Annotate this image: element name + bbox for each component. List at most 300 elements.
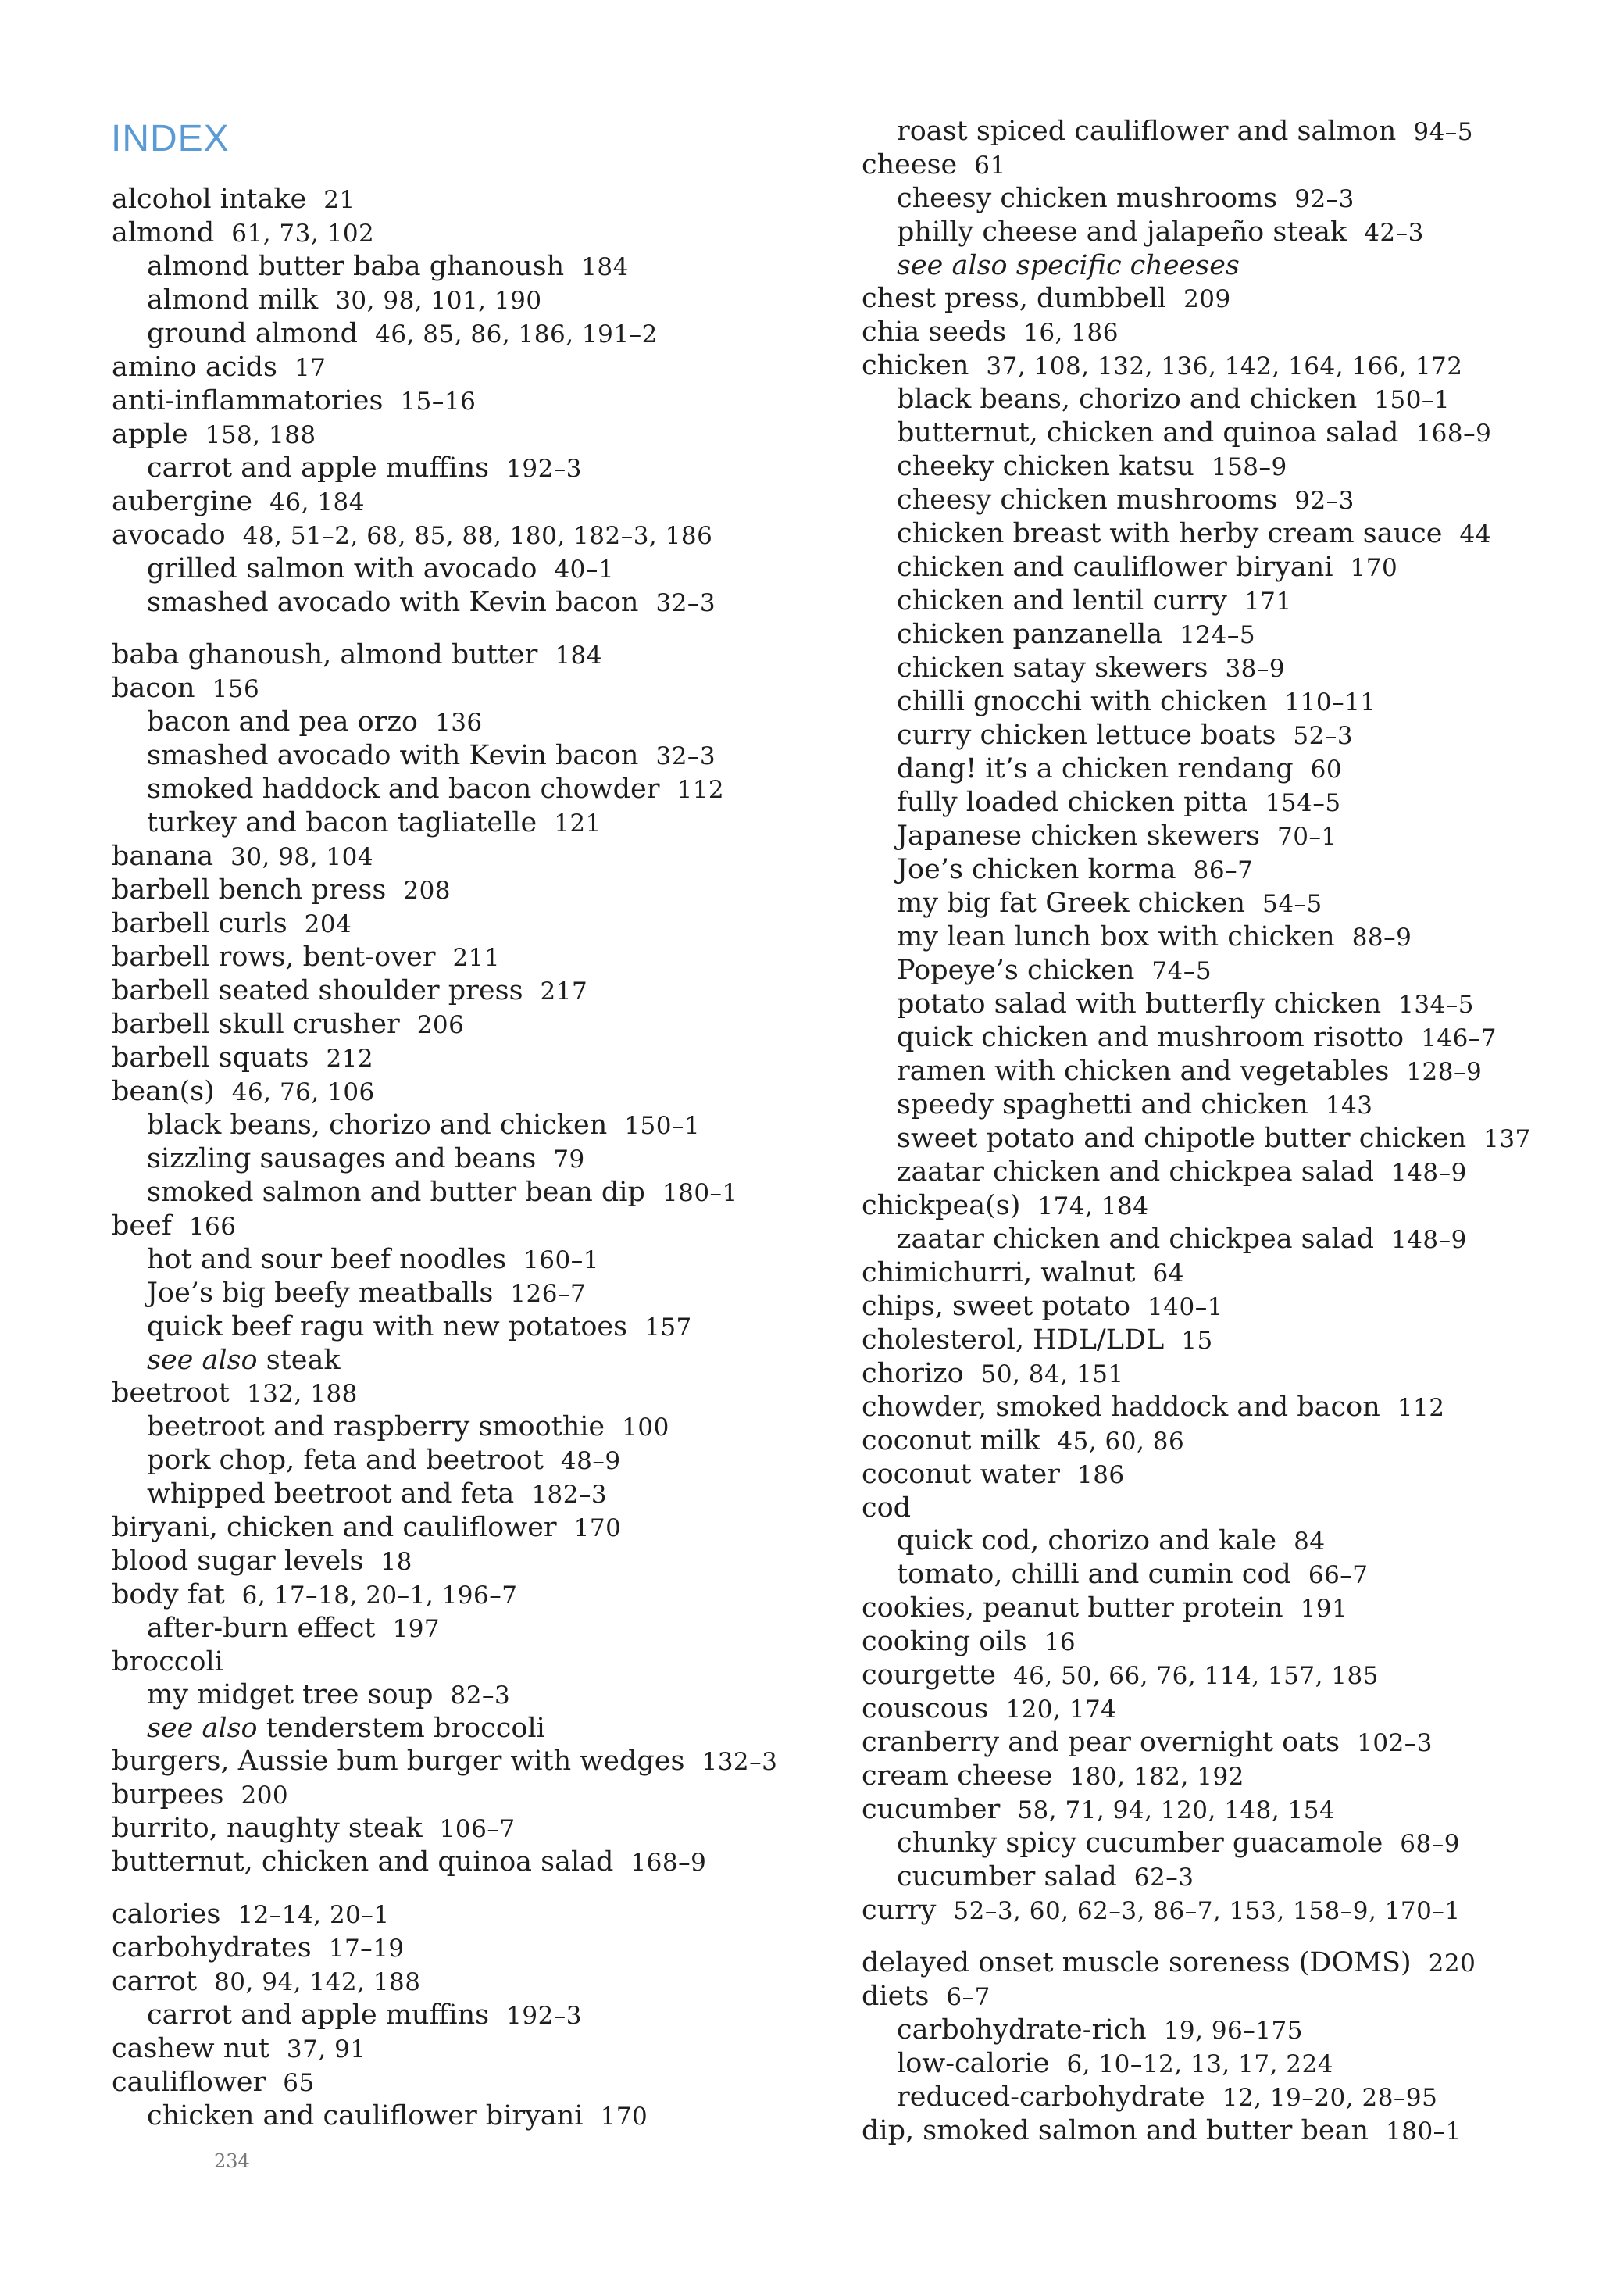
entry-pages: 197 [392,1615,441,1643]
entry-term: apple [112,419,188,450]
entry-term: cheeky chicken katsu [897,451,1194,482]
entry-pages: 171 [1244,588,1292,616]
entry-term: beetroot and raspberry smoothie [147,1411,605,1442]
entry-pages: 208 [403,877,452,905]
index-subentry [112,1444,815,1478]
entry-pages: 79 [553,1145,585,1174]
index-subentry [862,2014,1565,2047]
entry-term: coconut milk [862,1425,1040,1456]
entry-pages: 212 [326,1045,374,1073]
index-subentry [862,719,1565,752]
index-subentry [862,954,1565,988]
entry-pages: 65 [283,2069,315,2097]
entry-pages: 191 [1300,1595,1348,1623]
entry-term: smashed avocado with Kevin bacon [147,587,639,618]
entry-term: bean(s) [112,1076,215,1107]
index-subentry [862,1122,1565,1156]
entry-term: potato salad with butterfly chicken [897,988,1382,1020]
entry-pages: 54–5 [1262,890,1322,918]
entry-term: bacon [112,673,195,704]
entry-term: almond butter baba ghanoush [147,251,565,282]
entry-pages: 58, 71, 94, 120, 148, 154 [1017,1796,1336,1824]
entry-term: sizzling sausages and beans [147,1143,537,1174]
entry-term: my midget tree soup [147,1679,434,1710]
entry-pages: 21 [323,186,355,214]
entry-pages: 220 [1428,1949,1476,1978]
entry-pages: 52–3 [1293,722,1354,750]
index-entry [112,519,815,552]
entry-pages: 86–7 [1193,856,1254,884]
entry-term: chicken and cauliflower biryani [147,2100,584,2131]
index-entry [112,1042,815,1075]
entry-term: anti-inflammatories [112,385,384,416]
index-entry [862,1324,1565,1357]
entry-term: chilli gnocchi with chicken [897,686,1268,717]
index-entry [112,384,815,418]
index-subentry [862,1088,1565,1122]
index-entry [862,1659,1565,1692]
index-subentry [112,1478,815,1511]
index-entry [862,1357,1565,1391]
entry-term: chips, sweet potato [862,1291,1131,1322]
index-entry [112,1210,815,1243]
index-subentry [862,820,1565,853]
index-subentry [862,383,1565,416]
index-entry [862,1492,1565,1524]
entry-pages: 40–1 [554,556,615,584]
entry-pages: 30, 98, 101, 190 [335,287,542,315]
index-entry [112,1965,815,1999]
index-subentry [862,115,1565,148]
entry-pages: 112 [676,776,725,804]
index-entry [112,1377,815,1410]
entry-term: smoked salmon and butter bean dip [147,1177,645,1208]
index-entry [862,1592,1565,1625]
entry-pages: 170 [1350,554,1398,582]
entry-term: Japanese chicken skewers [897,820,1260,852]
entry-pages: 134–5 [1398,991,1475,1019]
index-entry [862,148,1565,182]
entry-term: chest press, dumbbell [862,283,1167,314]
entry-pages: 170 [573,1514,622,1542]
index-subentry [112,284,815,317]
entry-term: burgers, Aussie bum burger with wedges [112,1746,685,1777]
index-subentry [112,1344,815,1377]
index-subentry [862,988,1565,1021]
entry-term: cucumber salad [897,1861,1117,1892]
entry-term: carrot and apple muffins [147,452,490,484]
entry-term: fully loaded chicken pitta [897,787,1248,818]
entry-term: courgette [862,1660,996,1691]
entry-pages: 62–3 [1133,1863,1194,1892]
index-column-right [862,115,1565,2148]
entry-term: chickpea(s) [862,1190,1021,1221]
index-subentry [862,450,1565,484]
entry-pages: 217 [540,977,588,1006]
entry-term: delayed onset muscle soreness (DOMS) [862,1947,1412,1978]
entry-pages: 32–3 [655,589,716,617]
index-entry [862,282,1565,316]
entry-pages: 158, 188 [205,421,316,449]
entry-pages: 6–7 [946,1983,990,2011]
entry-term: chia seeds [862,316,1007,348]
index-entry [862,316,1565,349]
entry-pages: 166 [188,1213,237,1241]
index-subentry [862,2047,1565,2081]
entry-term: smoked haddock and bacon chowder [147,774,660,805]
index-entry [862,1726,1565,1760]
index-entry [862,1256,1565,1290]
index-entry [862,349,1565,383]
entry-term: butternut, chicken and quinoa salad [897,417,1399,448]
entry-pages: 204 [304,910,352,938]
entry-term: black beans, chorizo and chicken [897,384,1358,415]
entry-pages: 148–9 [1390,1226,1467,1254]
entry-term: barbell seated shoulder press [112,975,523,1006]
entry-pages: 206 [416,1011,465,1039]
entry-term: chicken panzanella [897,619,1163,650]
index-entry [112,418,815,452]
entry-term: black beans, chorizo and chicken [147,1109,608,1141]
index-entry [112,941,815,974]
index-entry [112,1511,815,1545]
index-subentry [862,920,1565,954]
see-also-label: see also [147,1713,258,1744]
entry-term: cooking oils [862,1626,1027,1657]
entry-term: avocado [112,520,226,551]
entry-term: turkey and bacon tagliatelle [147,807,537,838]
index-subentry [862,685,1565,719]
entry-term: butternut, chicken and quinoa salad [112,1846,614,1878]
index-entry [112,1008,815,1042]
page-title: INDEX [111,118,230,159]
index-subentry [112,1712,815,1745]
entry-term: curry [862,1895,937,1926]
entry-pages: 12, 19–20, 28–95 [1222,2084,1438,2112]
entry-term: cheese [862,149,958,180]
entry-term: dip, smoked salmon and butter bean [862,2115,1369,2146]
entry-term: after-burn effect [147,1613,376,1644]
entry-term: banana [112,841,214,872]
entry-term: carbohydrates [112,1932,312,1963]
index-entry [112,1778,815,1812]
index-entry [112,1545,815,1578]
entry-term: grilled salmon with avocado [147,553,537,584]
index-subentry [112,1999,815,2032]
entry-term: zaatar chicken and chickpea salad [897,1224,1374,1255]
entry-pages: 37, 91 [286,2035,366,2064]
entry-term: barbell curls [112,908,287,939]
index-subentry [112,452,815,485]
index-subentry [862,1558,1565,1592]
entry-pages: 146–7 [1421,1024,1497,1052]
entry-pages: 143 [1325,1092,1373,1120]
index-subentry [862,584,1565,618]
entry-term: almond [112,217,215,248]
entry-pages: 168–9 [630,1849,707,1877]
entry-pages: 45, 60, 86 [1057,1428,1185,1456]
index-entry [862,1894,1565,1928]
entry-term: chunky spicy cucumber guacamole [897,1828,1383,1859]
entry-pages: 211 [452,944,501,972]
index-entry [862,1290,1565,1324]
entry-pages: 42–3 [1364,219,1424,247]
index-subentry [112,250,815,284]
entry-term: barbell rows, bent-over [112,942,436,973]
entry-pages: 124–5 [1180,621,1256,649]
index-subentry [112,773,815,806]
index-entry [112,351,815,384]
index-subentry [112,1243,815,1277]
index-subentry [112,317,815,351]
entry-pages: 106–7 [439,1815,516,1843]
index-subentry [862,551,1565,584]
entry-term: quick cod, chorizo and kale [897,1525,1277,1556]
entry-pages: 50, 84, 151 [980,1360,1124,1388]
entry-pages: 180–1 [662,1179,738,1207]
entry-term: chimichurri, walnut [862,1257,1136,1288]
index-entry [112,1812,815,1846]
entry-pages: 121 [554,809,601,838]
entry-term: quick beef ragu with new potatoes [147,1311,628,1342]
see-also-label: see also specific cheeses [897,250,1240,281]
entry-term: whipped beetroot and feta [147,1478,515,1510]
entry-term: baba ghanoush, almond butter [112,639,538,670]
entry-pages: 12–14, 20–1 [237,1901,390,1929]
index-entry [112,1898,815,1931]
index-subentry [862,249,1565,282]
entry-pages: 61 [974,152,1006,180]
entry-term: bacon and pea orzo [147,706,418,738]
index-subentry [112,2099,815,2133]
entry-pages: 74–5 [1151,957,1212,985]
entry-pages: 184 [581,253,629,281]
entry-term: chicken satay skewers [897,652,1208,684]
index-subentry [112,586,815,620]
index-subentry [862,786,1565,820]
index-entry [112,1745,815,1778]
index-entry [862,1946,1565,1980]
index-subentry [862,1524,1565,1558]
entry-pages: 66–7 [1308,1561,1369,1589]
entry-pages: 192–3 [506,2002,583,2030]
entry-term: coconut water [862,1459,1060,1490]
entry-term: cheesy chicken mushrooms [897,183,1278,214]
entry-pages: 80, 94, 142, 188 [214,1968,421,1996]
entry-pages: 19, 96–175 [1163,2017,1303,2045]
index-entry [112,1931,815,1965]
entry-pages: 112 [1397,1394,1445,1422]
entry-term: quick chicken and mushroom risotto [897,1022,1404,1053]
entry-pages: 170 [600,2103,648,2131]
entry-pages: 70–1 [1277,823,1337,851]
index-entry [862,1189,1565,1223]
entry-term: pork chop, feta and beetroot [147,1445,544,1476]
index-entry [862,1424,1565,1458]
index-subentry [112,1109,815,1142]
entry-term: cranberry and pear overnight oats [862,1727,1340,1758]
index-subentry [862,216,1565,249]
entry-pages: 32–3 [655,742,716,770]
entry-pages: 64 [1152,1260,1184,1288]
index-entry [112,874,815,907]
entry-pages: 136 [434,709,483,737]
entry-pages: 92–3 [1294,185,1355,213]
index-entry [112,1846,815,1879]
entry-term: cod [862,1492,912,1524]
entry-term: carrot and apple muffins [147,1999,490,2031]
index-subentry [862,517,1565,551]
entry-term: ramen with chicken and vegetables [897,1056,1390,1087]
entry-pages: 46, 76, 106 [231,1078,375,1106]
entry-term: Joe’s chicken korma [897,854,1176,885]
entry-pages: 128–9 [1406,1058,1483,1086]
entry-pages: 180–1 [1386,2117,1462,2146]
entry-pages: 186 [1076,1461,1125,1489]
entry-pages: 150–1 [624,1112,701,1140]
entry-term: chicken and lentil curry [897,585,1227,616]
index-column-left [112,183,815,2133]
entry-pages: 38–9 [1225,655,1286,683]
entry-pages: 184 [555,641,602,670]
index-entry [112,485,815,519]
entry-term: cookies, peanut butter protein [862,1592,1283,1624]
entry-pages: 157 [644,1313,692,1342]
index-subentry [862,182,1565,216]
entry-term: couscous [862,1693,989,1724]
entry-term: low-calorie [897,2048,1050,2079]
entry-pages: 192–3 [506,455,583,483]
see-also-label: see also [147,1345,258,1376]
entry-term: philly cheese and jalapeño steak [897,216,1347,248]
entry-term: carrot [112,1966,198,1997]
index-entry [112,974,815,1008]
index-subentry [862,652,1565,685]
entry-term: roast spiced cauliflower and salmon [897,116,1397,147]
entry-term: sweet potato and chipotle butter chicken [897,1123,1467,1154]
entry-pages: 174, 184 [1037,1192,1149,1220]
entry-term: chicken and cauliflower biryani [897,552,1333,583]
index-subentry [862,2081,1565,2114]
entry-pages: 46, 85, 86, 186, 191–2 [375,320,658,348]
entry-term: beef [112,1210,172,1242]
entry-pages: 137 [1483,1125,1531,1153]
entry-term: barbell skull crusher [112,1009,400,1040]
entry-term: hot and sour beef noodles [147,1244,507,1275]
entry-pages: 148–9 [1390,1159,1467,1187]
entry-pages: 100 [622,1413,669,1442]
entry-pages: 16, 186 [1023,319,1119,347]
entry-term: calories [112,1899,221,1930]
index-subentry [112,739,815,773]
entry-term: burpees [112,1779,224,1810]
index-subentry [862,618,1565,652]
entry-pages: 140–1 [1148,1293,1223,1321]
index-entry [112,183,815,216]
index-subentry [112,1277,815,1310]
entry-term: aubergine [112,486,253,517]
entry-term: cashew nut [112,2033,269,2064]
entry-term: steak [266,1345,341,1376]
entry-term: tenderstem broccoli [266,1713,545,1744]
entry-pages: 17–19 [328,1935,405,1963]
entry-pages: 37, 108, 132, 136, 142, 164, 166, 172 [986,352,1463,381]
index-subentry [112,1310,815,1344]
entry-term: barbell squats [112,1042,309,1074]
index-entry [862,1980,1565,2014]
index-entry [112,672,815,706]
entry-pages: 160–1 [523,1246,599,1274]
entry-pages: 52–3, 60, 62–3, 86–7, 153, 158–9, 170–1 [953,1897,1461,1925]
index-entry [112,1645,815,1678]
entry-term: chorizo [862,1358,964,1389]
entry-term: broccoli [112,1646,223,1678]
entry-pages: 84 [1294,1528,1326,1556]
index-entry [862,1458,1565,1492]
entry-term: reduced-carbohydrate [897,2081,1205,2113]
entry-term: chicken breast with herby cream sauce [897,518,1443,549]
entry-term: tomato, chilli and cumin cod [897,1559,1291,1590]
index-entry [112,216,815,250]
entry-term: body fat [112,1579,225,1610]
index-entry [112,1578,815,1612]
entry-pages: 6, 10–12, 13, 17, 224 [1066,2050,1333,2078]
index-subentry [862,1827,1565,1860]
index-entry [862,2114,1565,2148]
entry-pages: 88–9 [1351,924,1412,952]
index-subentry [862,1223,1565,1256]
entry-pages: 18 [380,1548,412,1576]
entry-pages: 158–9 [1211,453,1287,481]
entry-pages: 82–3 [450,1681,511,1710]
entry-pages: 60 [1310,756,1343,784]
index-subentry [112,806,815,840]
entry-pages: 48, 51–2, 68, 85, 88, 180, 182–3, 186 [242,522,713,550]
entry-term: beetroot [112,1377,230,1409]
index-subentry [112,706,815,739]
index-entry [112,1075,815,1109]
index-subentry [112,1612,815,1645]
index-entry [112,638,815,672]
index-subentry [862,484,1565,517]
index-subentry [112,1410,815,1444]
entry-pages: 168–9 [1415,420,1492,448]
index-subentry [862,1860,1565,1894]
index-subentry [862,416,1565,450]
entry-pages: 61, 73, 102 [231,220,375,248]
entry-term: cream cheese [862,1760,1053,1792]
entry-pages: 15–16 [400,388,476,416]
entry-pages: 120, 174 [1005,1695,1117,1724]
index-subentry [112,552,815,586]
entry-term: burrito, naughty steak [112,1813,423,1844]
entry-pages: 68–9 [1400,1830,1460,1858]
entry-term: alcohol intake [112,184,307,215]
entry-pages: 44 [1459,520,1491,548]
entry-term: cholesterol, HDL/LDL [862,1324,1165,1356]
entry-pages: 92–3 [1294,487,1355,515]
entry-pages: 46, 50, 66, 76, 114, 157, 185 [1012,1662,1379,1690]
entry-pages: 94–5 [1413,118,1474,146]
entry-term: curry chicken lettuce boats [897,720,1276,751]
entry-pages: 132–3 [701,1748,778,1776]
index-subentry [862,887,1565,920]
index-entry [862,1692,1565,1726]
index-subentry [862,853,1565,887]
entry-term: cucumber [862,1794,1001,1825]
entry-pages: 6, 17–18, 20–1, 196–7 [241,1581,518,1610]
entry-term: amino acids [112,352,278,383]
